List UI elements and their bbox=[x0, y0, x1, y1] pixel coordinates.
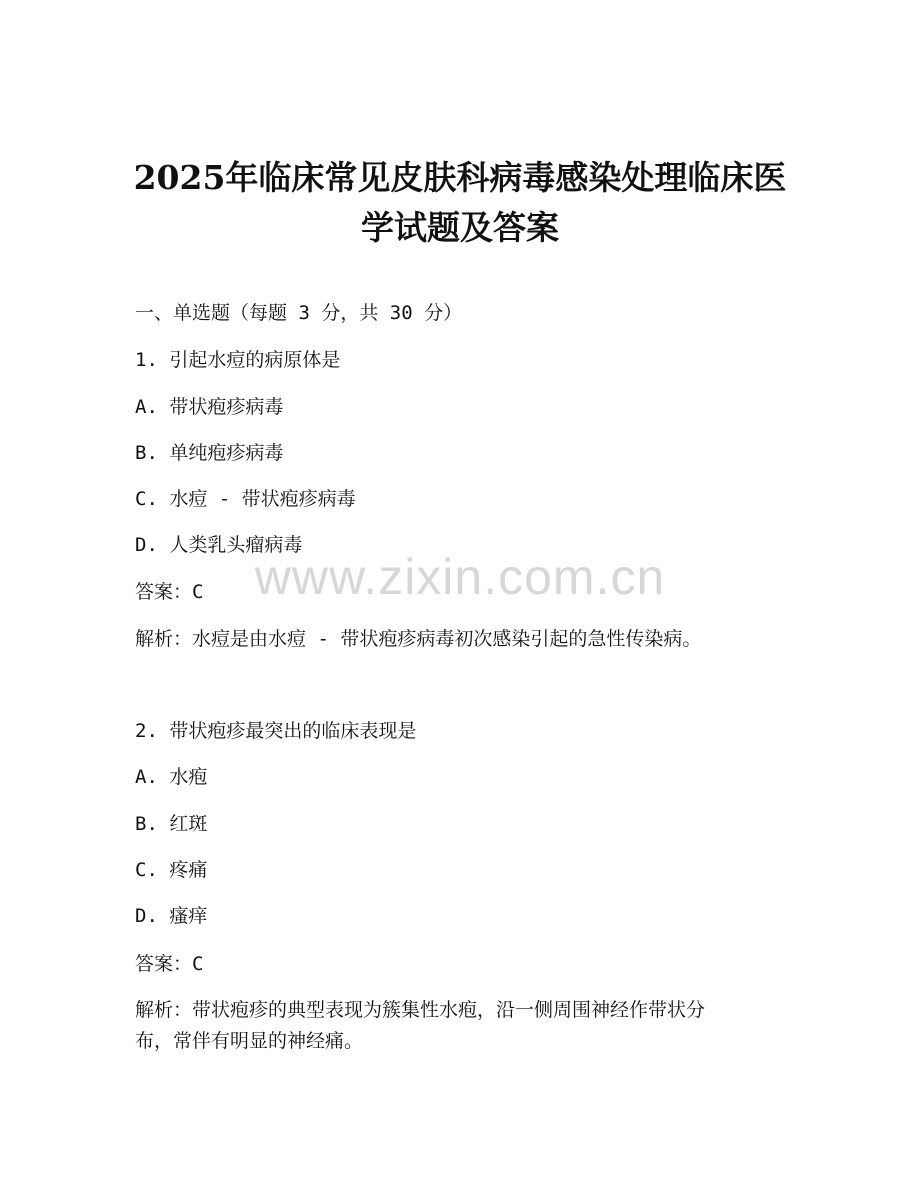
document-title-line-2: 学试题及答案 bbox=[361, 208, 559, 247]
question-2-explanation-line-2: 布，常伴有明显的神经痛。 bbox=[135, 1030, 364, 1052]
question-2-explanation-line-1: 解析：带状疱疹的典型表现为簇集性水疱，沿一侧周围神经作带状分 bbox=[135, 999, 706, 1021]
question-2-answer: 答案：C bbox=[135, 953, 204, 975]
watermark: www.zixin.com.cn bbox=[254, 549, 666, 605]
question-2-option-d: D. 瘙痒 bbox=[135, 905, 208, 927]
question-1-explanation: 解析：水痘是由水痘 - 带状疱疹病毒初次感染引起的急性传染病。 bbox=[135, 628, 702, 650]
question-1-answer: 答案：C bbox=[135, 581, 204, 603]
question-2-option-b: B. 红斑 bbox=[135, 813, 208, 835]
question-2-text: 2. 带状疱疹最突出的临床表现是 bbox=[135, 720, 417, 742]
question-1-option-b: B. 单纯疱疹病毒 bbox=[135, 442, 284, 464]
question-2-option-c: C. 疼痛 bbox=[135, 859, 208, 881]
question-1-option-a: A. 带状疱疹病毒 bbox=[135, 396, 284, 418]
question-1-text: 1. 引起水痘的病原体是 bbox=[135, 349, 341, 371]
question-2-option-a: A. 水疱 bbox=[135, 766, 208, 788]
section-heading: 一、单选题（每题 3 分，共 30 分） bbox=[135, 302, 463, 324]
question-1-option-c: C. 水痘 - 带状疱疹病毒 bbox=[135, 488, 356, 510]
question-1-option-d: D. 人类乳头瘤病毒 bbox=[135, 534, 303, 556]
document-title-line-1: 2025年临床常见皮肤科病毒感染处理临床医 bbox=[133, 158, 787, 197]
